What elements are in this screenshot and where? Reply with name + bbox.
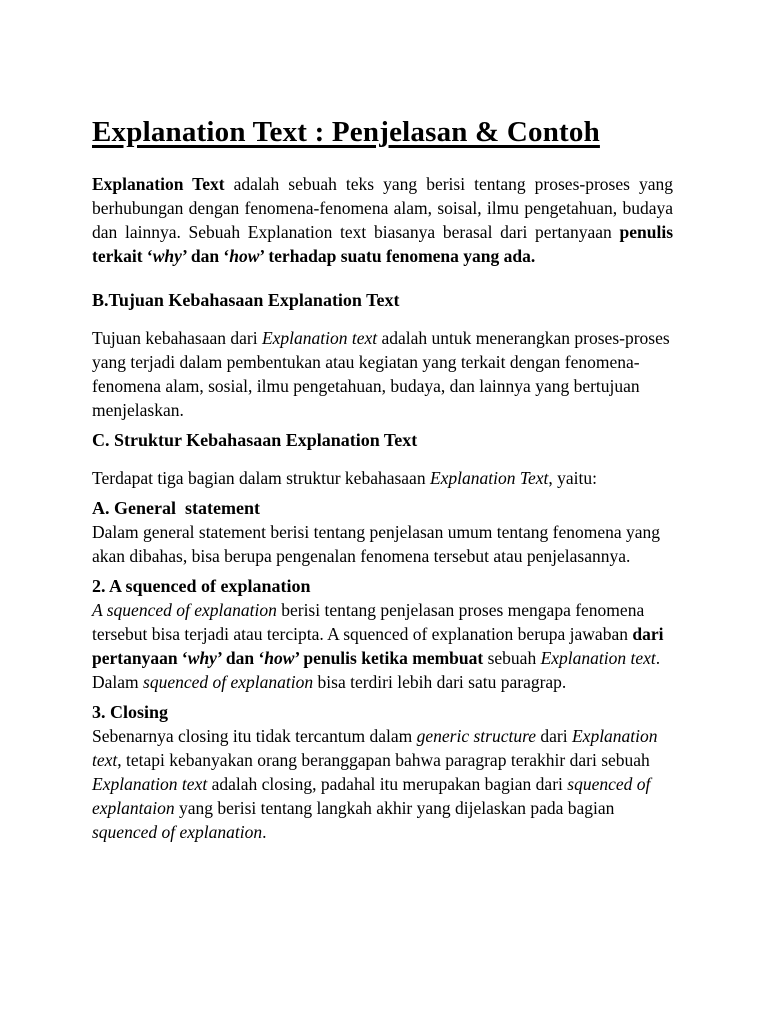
section-c-heading: [92, 428, 673, 452]
text-run: C. Struktur Kebahasaan Explanation Text: [92, 430, 418, 450]
text-run: , tetapi kebanyakan orang beranggapan bahwa paragrap terakhir dari sebuah: [117, 750, 650, 770]
text-run: squenced of explantaion: [92, 774, 651, 818]
general-statement-paragraph: [92, 520, 673, 568]
text-run: Explanation text: [540, 648, 656, 668]
text-run: generic structure: [416, 726, 537, 746]
closing-paragraph: [92, 724, 673, 844]
text-run: Explanation Text: [92, 174, 225, 194]
text-run: 3. Closing: [92, 702, 169, 722]
text-run: why: [152, 246, 182, 266]
text-run: yang berisi tentang langkah akhir yang dijelaskan pada bagian: [174, 798, 615, 818]
text-run: Tujuan kebahasaan dari: [92, 328, 262, 348]
text-run: , yaitu:: [548, 468, 598, 488]
text-run: adalah closing, padahal itu merupakan bagian dari: [207, 774, 568, 794]
text-run: sebuah: [483, 648, 541, 668]
text-run: dari pertanyaan ‘: [92, 624, 664, 668]
text-run: Explanation Text: [429, 468, 549, 488]
sequenced-of-explanation-heading: [92, 574, 673, 598]
section-b-heading: [92, 288, 673, 312]
sequenced-of-explanation-paragraph: [92, 598, 673, 694]
text-run: A. General statement: [92, 498, 260, 518]
text-run: Dalam general statement berisi tentang penjelasan umum tentang fenomena yang akan dibahas, bisa berupa pengenalan fenomena tersebut atau penjelasannya.: [92, 522, 661, 566]
text-run: how: [264, 648, 295, 668]
text-run: Explanation Text : Penjelasan & Contoh: [92, 116, 600, 148]
text-run: dari: [536, 726, 572, 746]
text-run: Explanation text: [92, 774, 208, 794]
text-run: adalah sebuah teks yang berisi tentang proses-proses yang berhubungan dengan fenomena-fenomena alam, soisal, ilmu pengetahuan, budaya dan lainnya. Sebuah Explanation text biasanya berasal dari pertanyaan: [92, 174, 673, 242]
text-run: adalah untuk menerangkan proses-proses yang terjadi dalam pembentukan atau kegiatan yang terkait dengan fenomena-fenomena alam, sosial, ilmu pengetahuan, budaya, dan lainnya yang bertujuan menjelaskan.: [92, 328, 670, 420]
document-content: [92, 114, 673, 850]
text-run: .: [262, 822, 267, 842]
closing-heading: [92, 700, 673, 724]
text-run: ’ dan ‘: [216, 648, 265, 668]
text-run: 2. A squenced of explanation: [92, 576, 311, 596]
text-run: Terdapat tiga bagian dalam struktur kebahasaan: [92, 468, 430, 488]
text-run: . Dalam: [92, 648, 661, 692]
text-run: B.Tujuan Kebahasaan Explanation Text: [92, 290, 400, 310]
text-run: bisa terdiri lebih dari satu paragrap.: [313, 672, 567, 692]
text-run: Explanation text: [92, 726, 658, 770]
text-run: penulis terkait ‘: [92, 222, 673, 266]
general-statement-heading: [92, 496, 673, 520]
text-run: how: [229, 246, 260, 266]
text-run: ’ penulis ketika membuat: [294, 648, 484, 668]
section-b-paragraph: [92, 326, 673, 422]
text-run: squenced of explanation: [92, 822, 263, 842]
text-run: Sebenarnya closing itu tidak tercantum dalam: [92, 726, 417, 746]
text-run: squenced of explanation: [143, 672, 314, 692]
section-c-intro-paragraph: [92, 466, 673, 490]
intro-paragraph: [92, 172, 673, 268]
text-run: ’ terhadap suatu fenomena yang ada.: [259, 246, 536, 266]
text-run: ’ dan ‘: [181, 246, 230, 266]
text-run: A squenced of explanation: [92, 600, 277, 620]
text-run: Explanation text: [261, 328, 378, 348]
text-run: berisi tentang penjelasan proses mengapa fenomena tersebut bisa terjadi atau tercipta. A squenced of explanation berupa jawaban: [92, 600, 645, 644]
text-run: why: [187, 648, 217, 668]
document-title: [92, 114, 673, 150]
